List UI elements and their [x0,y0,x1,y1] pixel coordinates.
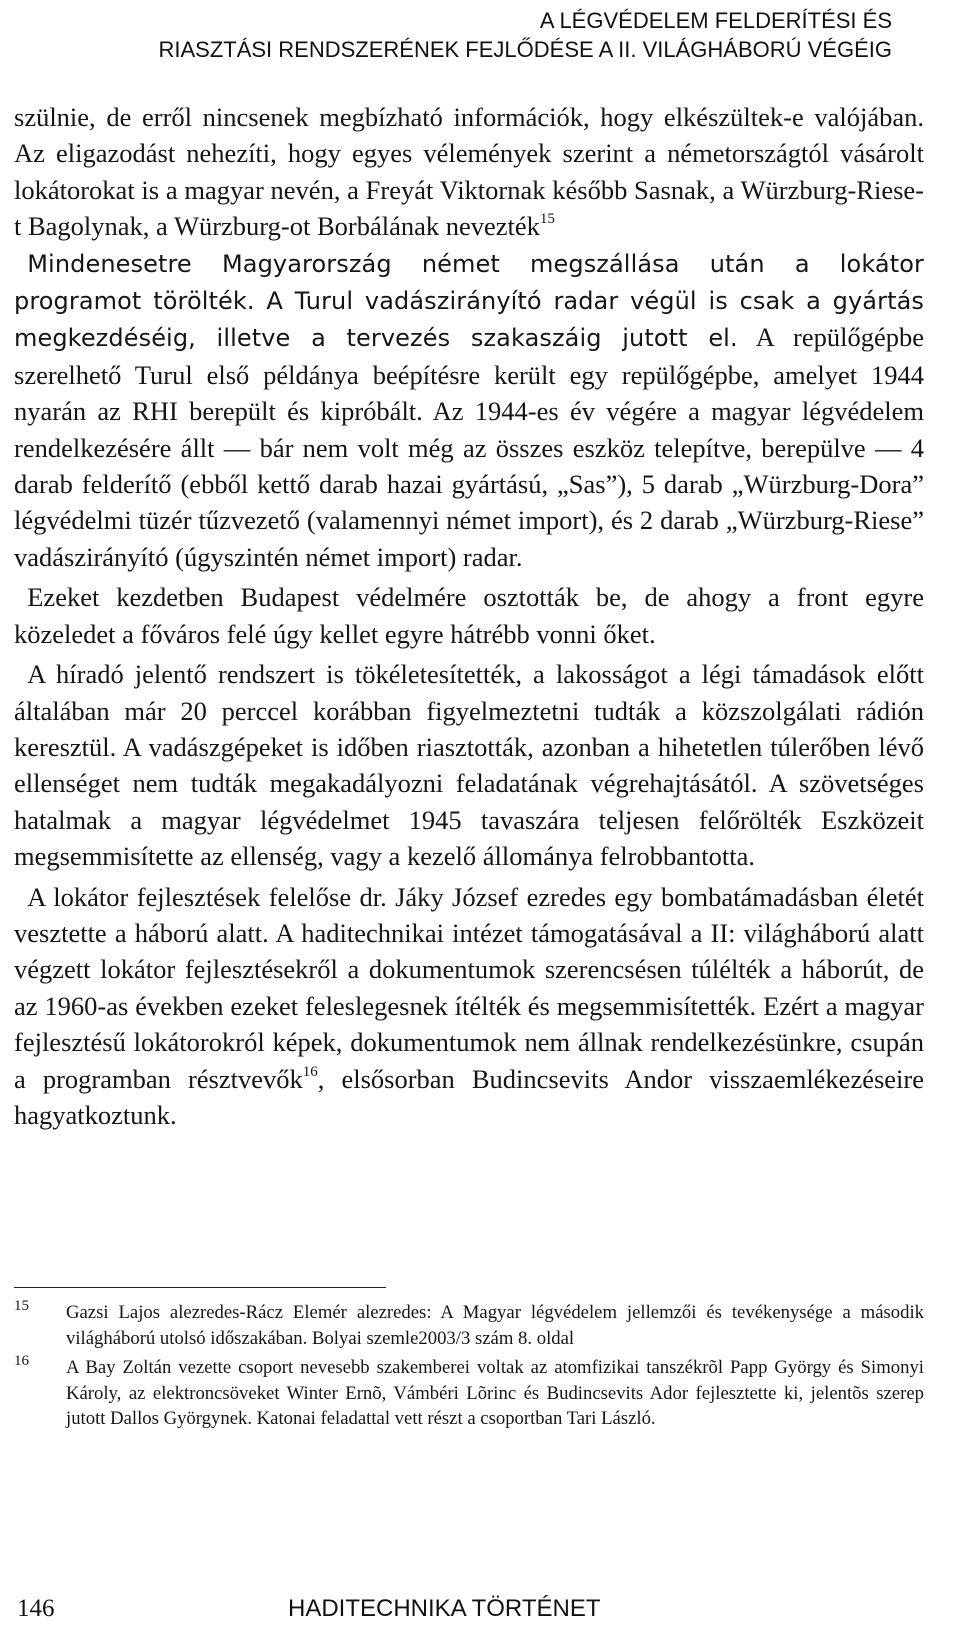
paragraph-2-text: A repülőgépbe szerelhető Turul első példánya beépítésre került egy repülőgépbe, amelyet 1944 nyarán az RHI berepült és kipróbált. Az 1944-es év végére a magyar légvédelem rendelkezésére állt — bár nem volt még az összes eszköz telepítve, berepülve — 4 darab felderítő (ebből kettő darab hazai gyártású, „Sas”), 5 darab „Würzburg-Dora” légvédelmi tüzér tűzvezető (valamennyi német import), és 2 darab „Würzburg-Riese” vadászirányító (úgyszintén német import) radar. [14,322,924,572]
footnote-number: 15 [14,1298,29,1314]
footnote-ref-16: 16 [302,1063,318,1080]
footnotes [14,1300,924,1436]
running-head-line-1: A LÉGVÉDELEM FELDERÍTÉSI ÉS [539,8,892,33]
footnote-text: A Bay Zoltán vezette csoport nevesebb szakemberei voltak az atomfizikai tanszékrõl Papp György és Simonyi Károly, az elektroncsöveket Winter Ernõ, Vámbéri Lõrinc és Budincsevits Ador fejlesztette ki, jelentõs szerep jutott Dallos Györgynek. Katonai feladattal vett részt a csoportban Tari László. [66,1357,924,1430]
paragraph-5 [14,879,924,1134]
page-number: 146 [17,1595,55,1622]
paragraph-1-text: szülnie, de erről nincsenek megbízható információk, hogy elkészültek-e valójában. Az eligazodást nehezíti, hogy egyes vélemények szerint a németországtól vásárolt lokátorokat is a magyar nevén, a Freyát Viktornak később Sasnak, a Würzburg-Riese-t Bagolynak, a Würzburg-ot Borbálának nevezték [14,102,924,242]
footnote-separator [14,1287,386,1288]
footnote-text: Gazsi Lajos alezredes-Rácz Elemér alezredes: A Magyar légvédelem jellemzői és tevékenysége a második világháború utolsó időszakában. Bolyai szemle2003/3 szám 8. oldal [66,1302,924,1349]
body-text [14,99,924,1133]
running-head [72,6,892,64]
paragraph-2-sans-text: Mindenesetre Magyarország német megszállása után a lokátor programot törölték. A Turul vadászirányító radar végül is csak a gyártás megkezdéséig, illetve a tervezés szakaszáig jutott el. [14,249,924,353]
footnote-15 [14,1300,924,1351]
footnote-16 [14,1355,924,1432]
footnote-number: 16 [14,1353,29,1370]
book-title: HADITECHNIKA TÖRTÉNET [288,1595,601,1622]
paragraph-4: A híradó jelentő rendszert is tökéletesítették, a lakosságot a légi támadások előtt általában már 20 perccel korábban figyelmeztetni tudták a közszolgálati rádión keresztül. A vadászgépeket is időben riasztották, azonban a hihetetlen túlerőben lévő ellenséget nem tudták megakadályozni feladatának végrehajtásától. A szövetséges hatalmak a magyar légvédelmet 1945 tavaszára teljesen felőrölték Eszközeit megsemmisítette az ellenség, vagy a kezelő állománya felrobbantotta. [14,659,924,872]
footnote-ref-15: 15 [539,211,555,228]
paragraph-1 [14,99,924,245]
paragraph-5-text: A lokátor fejlesztések felelőse dr. Jáky József ezredes egy bombatámadásban életét vesztette a háború alatt. A haditechnikai intézet támogatásával a II: világháború alatt végzett lokátor fejlesztésekről a dokumentumok szerencsésen túlélték a háborút, de az 1960-as években ezeket feleslegesnek ítélték és megsemmisítették. Ezért a magyar fejlesztésű lokátorokról képek, dokumentumok nem állnak rendelkezésünkre, csupán a programban résztvevők [14,881,924,1094]
paragraph-5-end: , elsősorban Budincsevits Andor visszaemlékezéseire hagyatkoztunk. [14,1063,924,1130]
running-head-line-2: RIASZTÁSI RENDSZERÉNEK FEJLŐDÉSE A II. VILÁGHÁBORÚ VÉGÉIG [158,37,892,62]
paragraph-2 [14,245,924,576]
paragraph-3: Ezeket kezdetben Budapest védelmére osztották be, de ahogy a front egyre közeledet a főváros felé úgy kellet egyre hátrébb vonni őket. [14,582,924,649]
